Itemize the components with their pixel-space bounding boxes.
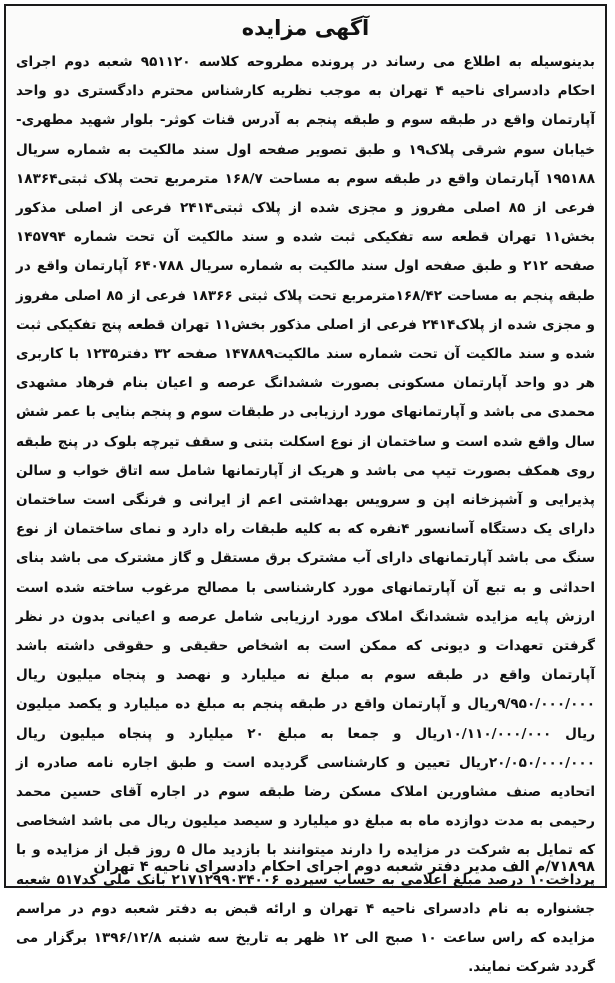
notice-body: بدینوسیله به اطلاع می رساند در پرونده مطروحه کلاسه ۹۵۱۱۲۰ شعبه دوم اجرای احکام دادسرای ناحیه ۴ تهران به موجب نظریه کارشناس محترم دادگستری دو واحد آپارتمان واقع در طبقه سوم و طبقه پنجم به آدرس قنات کوثر- بلوار شهید مطهری- خیابان سوم شرقی پلاک۱۹ و طبق تصویر صفحه اول سند مالکیت به شماره سریال ۱۹۵۱۸۸ آپارتمان واقع در طبقه سوم به مساحت ۱۶۸/۷ مترمربع تحت پلاک ثبتی۱۸۳۶۴ فرعی از ۸۵ اصلی مفروز و مجزی شده از پلاک ثبتی۲۴۱۴ فرعی از اصلی مذکور بخش۱۱ تهران قطعه سه تفکیکی ثبت شده و سند مالکیت آن تحت شماره ۱۴۵۷۹۴ صفحه ۲۱۲ و طبق صفحه اول سند مالکیت به شماره سریال ۶۴۰۷۸۸ آپارتمان واقع در طبقه پنجم به مساحت ۱۶۸/۴۲مترمربع تحت پلاک ثبتی ۱۸۳۶۶ فرعی از ۸۵ اصلی مفروز و مجزی شده از پلاک۲۴۱۴ فرعی از اصلی مذکور بخش۱۱ تهران قطعه پنج تفکیکی ثبت شده و سند مالکیت آن تحت شماره سند مالکیت۱۴۷۸۸۹ صفحه ۳۲ دفتر۱۲۳۵ با کاربری هر دو واحد آپارتمان مسکونی بصورت ششدانگ عرصه و اعیان بنام فرهاد مشهدی محمدی می باشد و آپارتمانهای مورد ارزیابی در طبقات سوم و پنجم بنایی با عمر شش سال واقع شده است و ساختمان از نوع اسکلت بتنی و سقف تیرچه بلوک در پنج طبقه روی همکف بصورت تیپ می باشد و هریک از آپارتمانها شامل سه اتاق خواب و سالن پذیرایی و آشپزخانه اپن و سرویس بهداشتی اعم از ایرانی و فرنگی است ساختمان دارای یک دستگاه آسانسور ۴نفره که به کلیه طبقات راه دارد و نمای ساختمان از نوع سنگ می باشد آپارتمانهای دارای آب مشترک برق مستقل و گاز مشترک می باشد بنای احداثی و به تبع آن آپارتمانهای مورد کارشناسی با مصالح مرغوب ساخته شده است ارزش پایه مزایده ششدانگ املاک مورد ارزیابی شامل عرصه و اعیانی بدون در نظر گرفتن تعهدات و دیونی که ممکن است به اشخاص حقیقی و حقوقی داشته باشد آپارتمان واقع در طبقه سوم به مبلغ نه میلیارد و نهصد و پنجاه میلیون ریال ۹/۹۵۰/۰۰۰/۰۰۰ریال و آپارتمان واقع در طبقه پنجم به مبلغ ده میلیارد و یکصد میلیون ریال ۱۰/۱۱۰/۰۰۰/۰۰۰ریال و جمعا به مبلغ ۲۰ میلیارد و پنجاه میلیون ریال ۲۰/۰۵۰/۰۰۰/۰۰۰ریال تعیین و کارشناسی گردیده است و طبق اجاره نامه صادره از اتحادیه صنف مشاورین املاک مسکن رضا طبقه سوم در اجاره آقای حسین محمد رحیمی به مدت دوازده ماه به مبلغ دو میلیارد و سیصد میلیون ریال می باشد اشخاصی که تمایل به شرکت در مزایده را دارند میتوانند با بازدید مال ۵ روز قبل از مزایده و با پرداخت۱۰ درصد مبلغ اعلامی به حساب سپرده ۲۱۷۱۲۹۹۰۳۴۰۰۶ بانک ملی کد۵۱۷ شعبه جشنواره به نام دادسرای ناحیه ۴ تهران و ارائه قبض به دفتر شعبه دوم در مراسم مزایده که راس ساعت ۱۰ صبح الی ۱۲ ظهر به تاریخ سه شنبه ۱۳۹۶/۱۲/۸ برگزار می گردد شرکت نمایند. (16, 54, 596, 976)
auction-notice (4, 4, 607, 976)
notice-title: آگهی مزایده (241, 16, 370, 40)
notice-footer: ۷۱۸۹۸/م الف مدیر دفتر شعبه دوم اجرای احکام دادسرای ناحیه ۴ تهران (93, 859, 595, 875)
